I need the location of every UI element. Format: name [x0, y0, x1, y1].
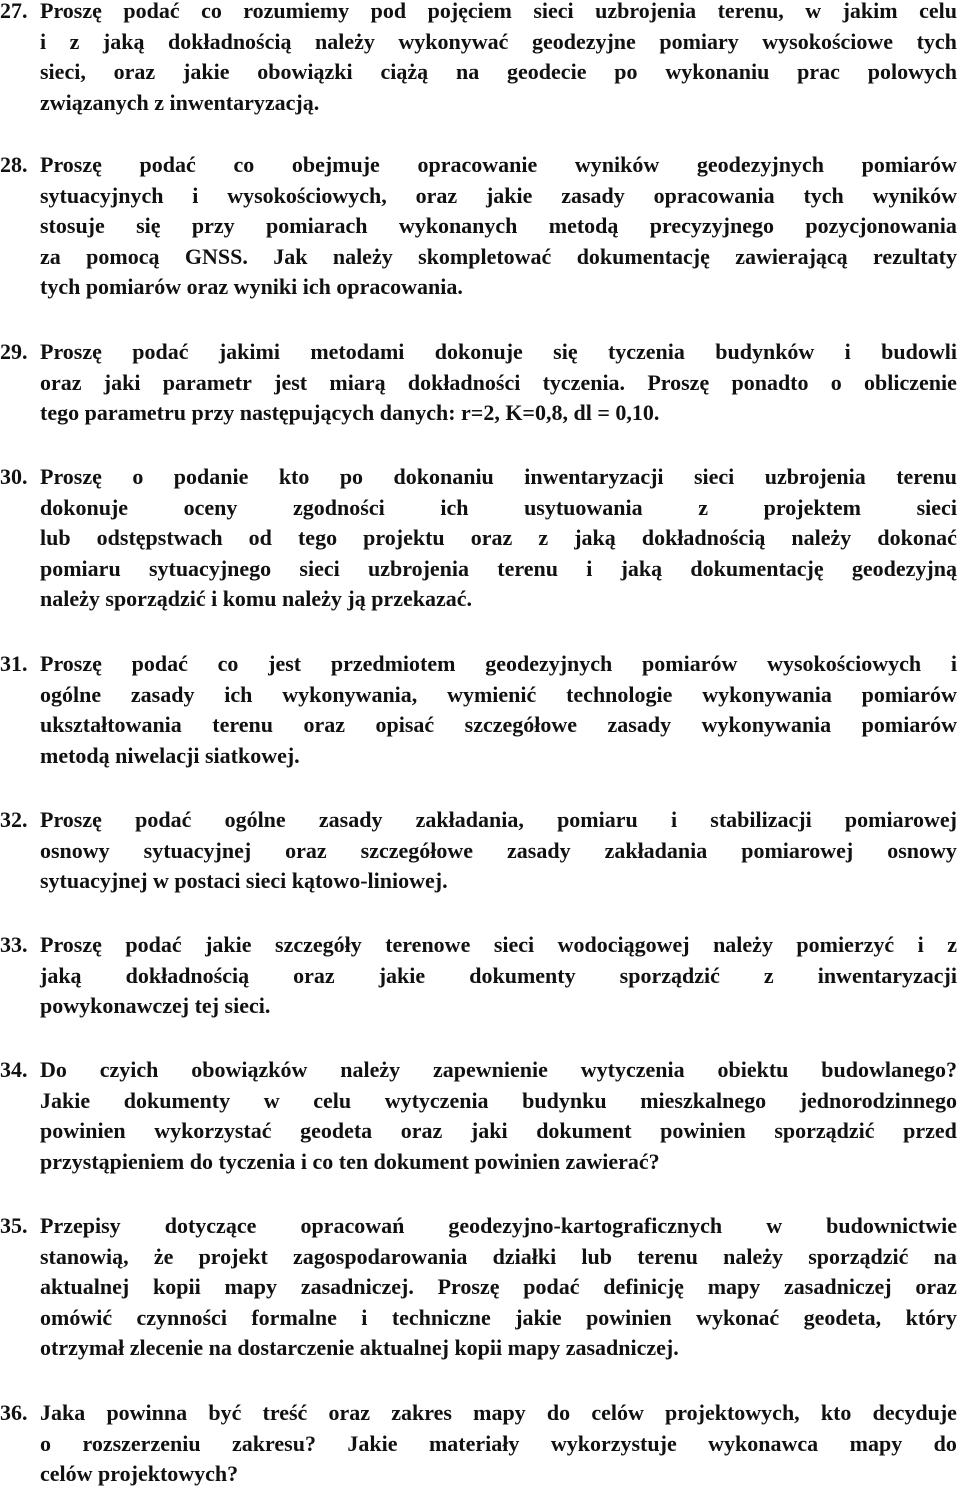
question-number: 34.: [0, 1057, 28, 1082]
question-text: za pomocą GNSS. Jak należy skompletować dokumentację zawierającą rezultaty: [40, 243, 957, 269]
question-line: [0, 805, 957, 836]
question-line: [0, 337, 957, 368]
question-line: [0, 1272, 957, 1303]
question-item: [0, 150, 957, 303]
question-number: 27.: [0, 0, 28, 23]
question-text: Jakie dokumenty w celu wytyczenia budynku mieszkalnego jednorodzinnego: [40, 1087, 957, 1113]
question-number: 31.: [0, 651, 28, 676]
question-line: [0, 181, 957, 212]
question-text: należy sporządzić i komu należy ją przekazać.: [40, 586, 472, 612]
question-text: jaką dokładnością oraz jakie dokumenty sporządzić z inwentaryzacji: [40, 962, 957, 988]
question-text: Proszę podać ogólne zasady zakładania, pomiaru i stabilizacji pomiarowej: [40, 807, 957, 832]
question-line: [0, 991, 957, 1022]
question-text: tego parametru przy następujących danych: r=2, K=0,8, dl = 0,10.: [40, 400, 660, 426]
question-text: i z jaką dokładnością należy wykonywać geodezyjne pomiary wysokościowe tych: [40, 28, 957, 54]
question-text: osnowy sytuacyjnej oraz szczegółowe zasady zakładania pomiarowej osnowy: [40, 837, 957, 863]
question-line: [0, 1055, 957, 1086]
question-line: [0, 584, 957, 615]
question-line: [0, 1398, 957, 1429]
question-text: Proszę podać co rozumiemy pod pojęciem sieci uzbrojenia terenu, w jakim celu: [40, 0, 957, 23]
question-line: [0, 1242, 957, 1273]
question-line: [0, 649, 957, 680]
question-text: sytuacyjnej w postaci sieci kątowo-liniowej.: [40, 868, 448, 894]
question-text: Proszę podać co jest przedmiotem geodezyjnych pomiarów wysokościowych i: [40, 651, 957, 676]
question-text: ukształtowania terenu oraz opisać szczegółowe zasady wykonywania pomiarów: [40, 712, 957, 738]
question-line: [0, 523, 957, 554]
question-line: [0, 961, 957, 992]
question-line: [0, 1303, 957, 1334]
question-line: [0, 1459, 957, 1490]
question-line: [0, 368, 957, 399]
question-item: [0, 1055, 957, 1177]
question-item: [0, 462, 957, 615]
question-text: celów projektowych?: [40, 1461, 239, 1487]
question-line: [0, 57, 957, 88]
question-text: Proszę podać co obejmuje opracowanie wyników geodezyjnych pomiarów: [40, 152, 957, 177]
question-line: [0, 680, 957, 711]
question-item: [0, 930, 957, 1022]
question-text: dokonuje oceny zgodności ich usytuowania z projektem sieci: [40, 494, 957, 520]
question-line: [0, 836, 957, 867]
question-line: [0, 398, 957, 429]
question-number: 28.: [0, 152, 28, 177]
question-text: Przepisy dotyczące opracowań geodezyjno-kartograficznych w budownictwie: [40, 1213, 957, 1238]
question-line: [0, 27, 957, 58]
question-line: [0, 1116, 957, 1147]
question-text: metodą niwelacji siatkowej.: [40, 742, 300, 768]
question-text: stosuje się przy pomiarach wykonanych metodą precyzyjnego pozycjonowania: [40, 213, 957, 239]
question-line: [0, 242, 957, 273]
question-line: [0, 1211, 957, 1242]
question-text: o rozszerzeniu zakresu? Jakie materiały wykorzystuje wykonawca mapy do: [40, 1430, 957, 1456]
question-number: 30.: [0, 464, 28, 489]
question-item: [0, 337, 957, 429]
question-text: ogólne zasady ich wykonywania, wymienić technologie wykonywania pomiarów: [40, 681, 957, 707]
question-line: [0, 1429, 957, 1460]
question-line: [0, 272, 957, 303]
question-line: [0, 741, 957, 772]
question-line: [0, 462, 957, 493]
question-number: 32.: [0, 807, 28, 832]
question-text: związanych z inwentaryzacją.: [40, 89, 320, 115]
question-line: [0, 0, 957, 27]
question-line: [0, 150, 957, 181]
question-line: [0, 1333, 957, 1364]
question-text: sytuacyjnych i wysokościowych, oraz jakie zasady opracowania tych wyników: [40, 182, 957, 208]
question-text: Proszę podać jakie szczegóły terenowe sieci wodociągowej należy pomierzyć i z: [40, 932, 957, 957]
question-number: 29.: [0, 339, 28, 364]
question-item: [0, 0, 957, 118]
question-text: Proszę podać jakimi metodami dokonuje się tyczenia budynków i budowli: [40, 339, 957, 364]
question-text: otrzymał zlecenie na dostarczenie aktualnej kopii mapy zasadniczej.: [40, 1335, 679, 1361]
question-line: [0, 930, 957, 961]
question-line: [0, 1147, 957, 1178]
question-text: powinien wykorzystać geodeta oraz jaki dokument powinien sporządzić przed: [40, 1118, 957, 1144]
question-line: [0, 88, 957, 119]
question-text: lub odstępstwach od tego projektu oraz z jaką dokładnością należy dokonać: [40, 525, 957, 551]
question-item: [0, 805, 957, 897]
question-text: oraz jaki parametr jest miarą dokładności tyczenia. Proszę ponadto o obliczenie: [40, 369, 957, 395]
question-number: 33.: [0, 932, 28, 957]
question-line: [0, 493, 957, 524]
question-number: 35.: [0, 1213, 28, 1238]
question-text: omówić czynności formalne i techniczne jakie powinien wykonać geodeta, który: [40, 1304, 957, 1330]
question-text: Jaka powinna być treść oraz zakres mapy do celów projektowych, kto decyduje: [40, 1400, 957, 1425]
question-item: [0, 649, 957, 771]
question-text: Proszę o podanie kto po dokonaniu inwentaryzacji sieci uzbrojenia terenu: [40, 464, 957, 489]
question-text: aktualnej kopii mapy zasadniczej. Proszę podać definicję mapy zasadniczej oraz: [40, 1274, 957, 1300]
question-text: tych pomiarów oraz wyniki ich opracowania.: [40, 274, 463, 300]
question-text: pomiaru sytuacyjnego sieci uzbrojenia terenu i jaką dokumentację geodezyjną: [40, 555, 957, 581]
question-item: [0, 1211, 957, 1364]
question-text: powykonawczej tej sieci.: [40, 993, 271, 1019]
question-text: stanowią, że projekt zagospodarowania działki lub terenu należy sporządzić na: [40, 1243, 957, 1269]
question-line: [0, 866, 957, 897]
question-number: 36.: [0, 1400, 28, 1425]
question-text: Do czyich obowiązków należy zapewnienie wytyczenia obiektu budowlanego?: [40, 1057, 957, 1082]
question-line: [0, 710, 957, 741]
question-line: [0, 554, 957, 585]
question-item: [0, 1398, 957, 1490]
question-text: sieci, oraz jakie obowiązki ciążą na geodecie po wykonaniu prac polowych: [40, 59, 957, 85]
question-text: przystąpieniem do tyczenia i co ten dokument powinien zawierać?: [40, 1148, 660, 1174]
question-line: [0, 211, 957, 242]
question-line: [0, 1086, 957, 1117]
